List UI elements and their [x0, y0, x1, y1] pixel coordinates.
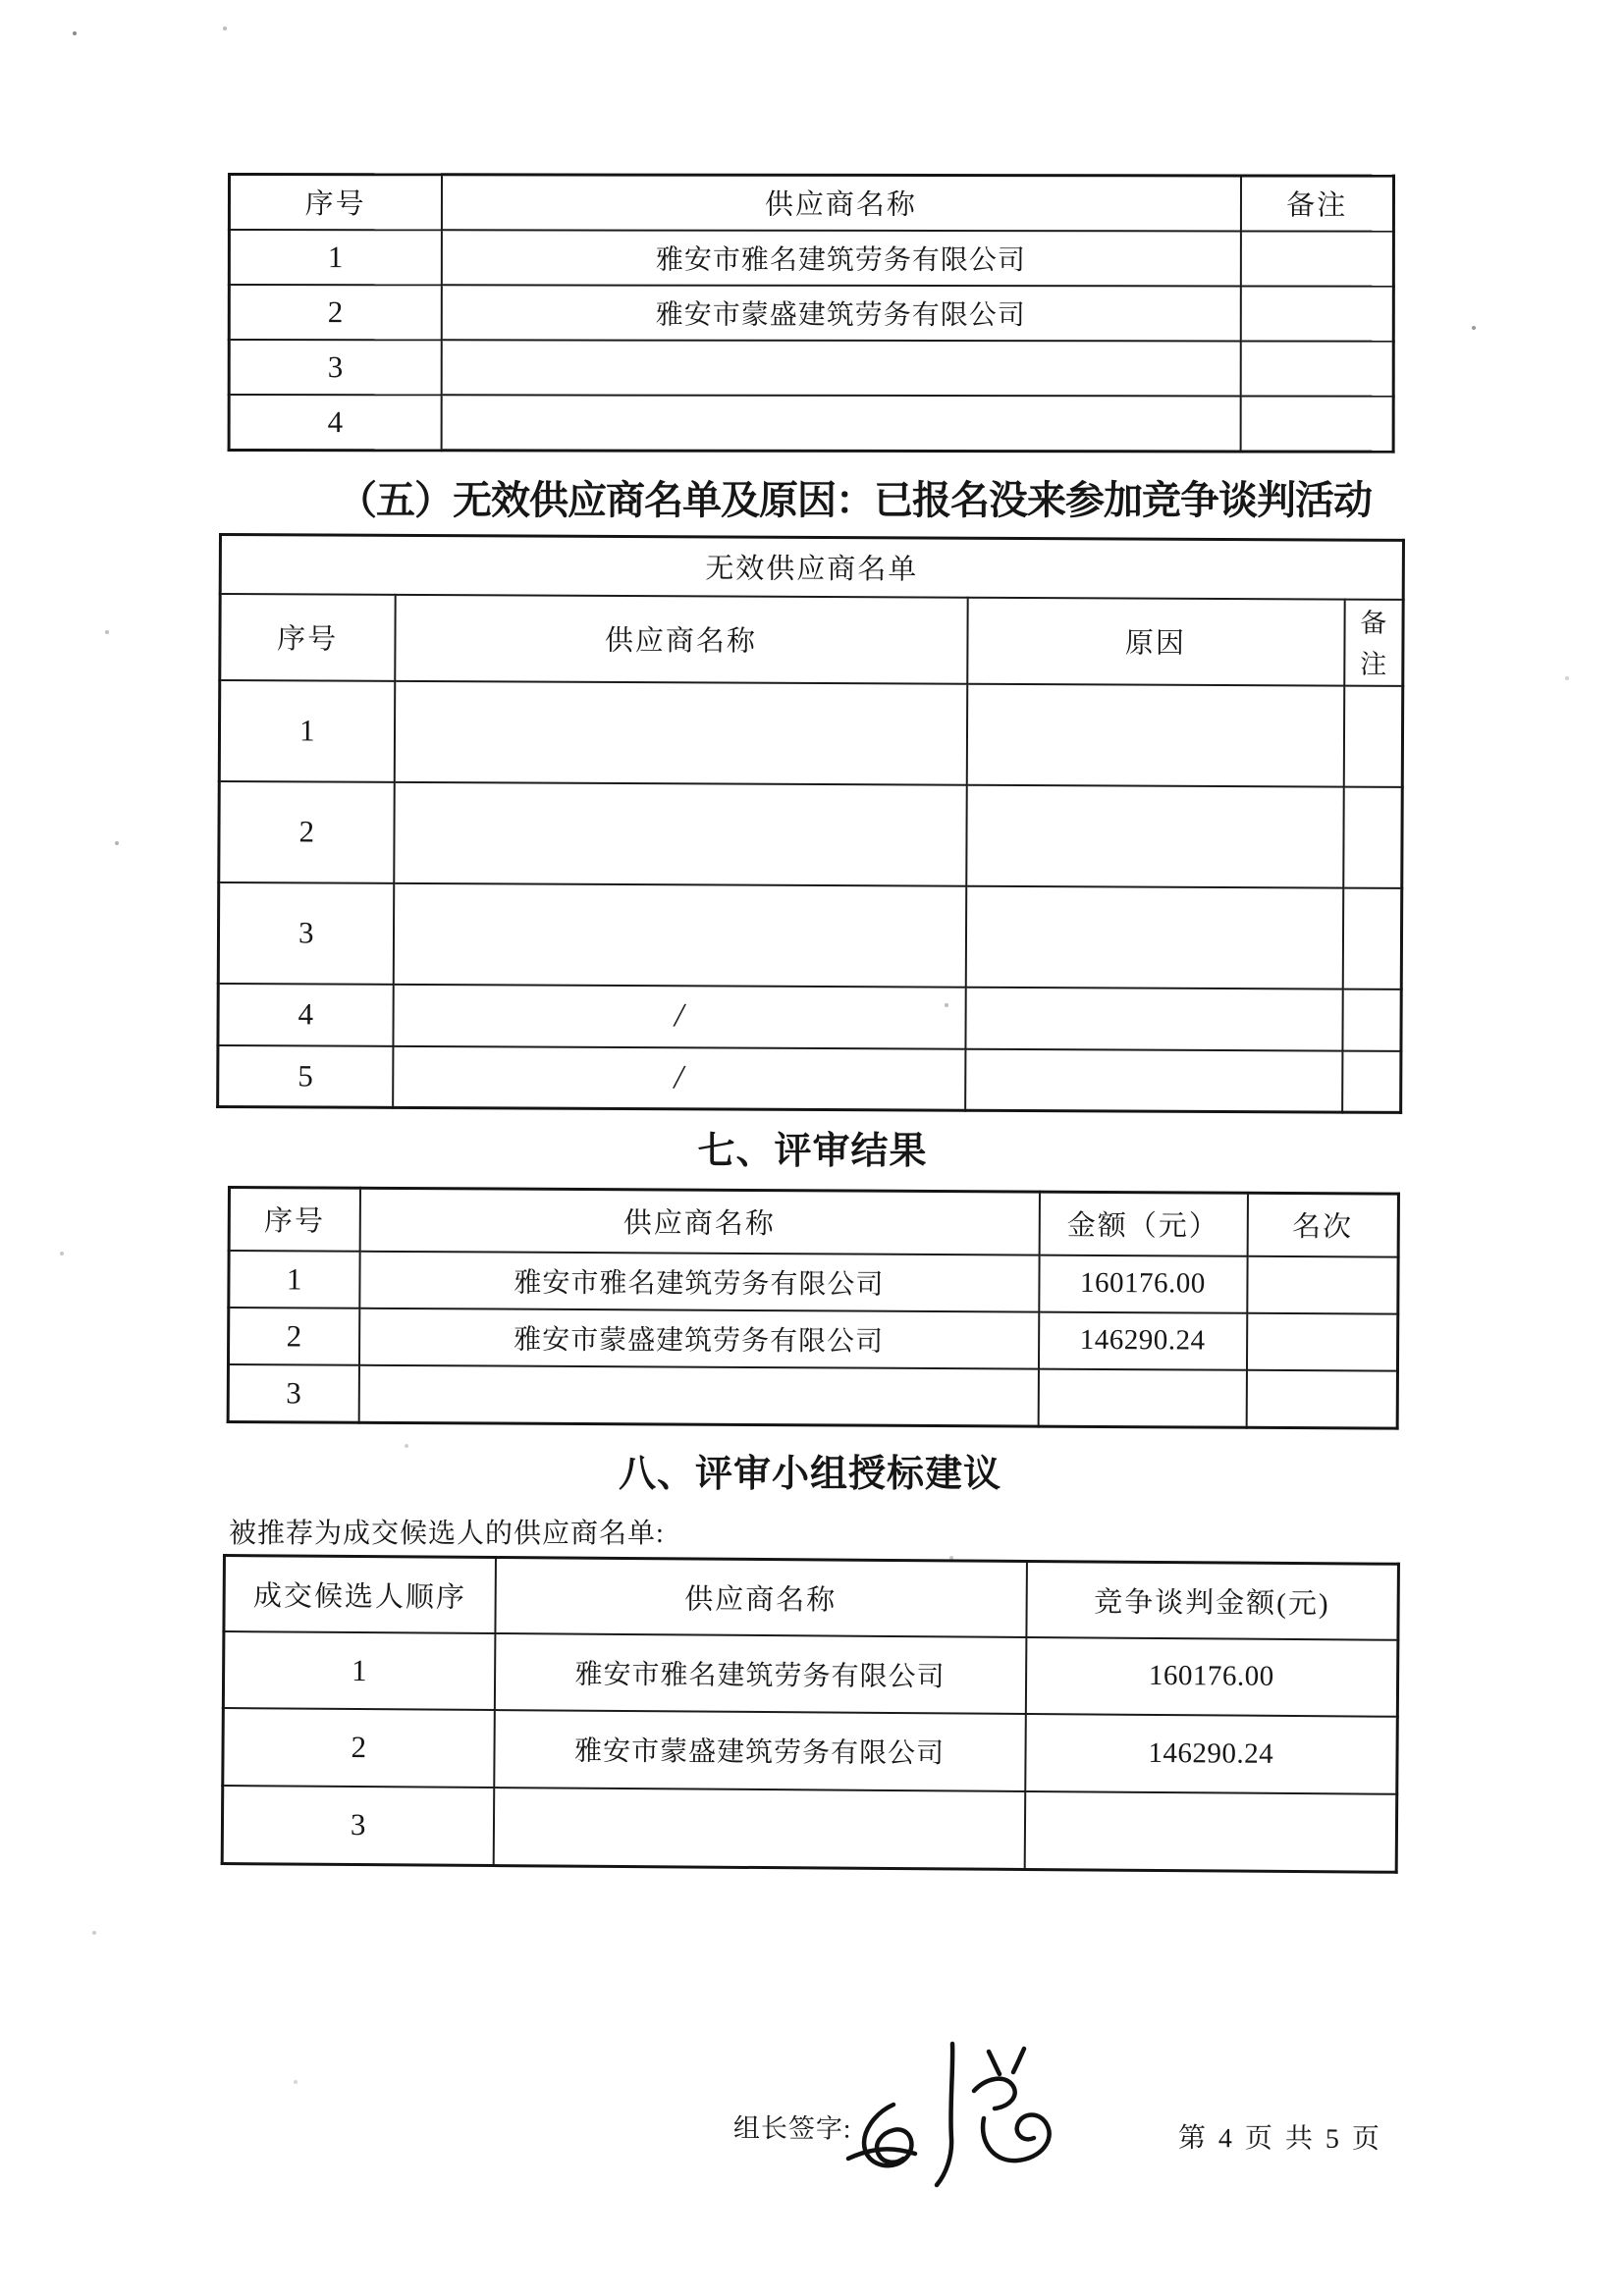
cell-supplier-name	[441, 340, 1240, 396]
cell-rank	[1246, 1369, 1397, 1428]
cell-supplier-name	[394, 781, 966, 885]
table-title-row	[220, 535, 1403, 600]
column-header-reason: 原因	[967, 597, 1344, 685]
cell-reason	[966, 784, 1343, 887]
column-header-negotiation-amount: 竞争谈判金额(元)	[1026, 1561, 1399, 1639]
table-row	[219, 680, 1403, 787]
cell-index: 2	[219, 781, 395, 883]
cell-remark	[1342, 1050, 1401, 1112]
cell-remark	[1343, 685, 1403, 786]
table-row	[223, 1708, 1398, 1794]
cell-supplier-name	[493, 1788, 1025, 1870]
column-header-candidate-order: 成交候选人顺序	[224, 1556, 496, 1633]
table-header-row	[220, 594, 1403, 686]
cell-reason	[965, 1048, 1342, 1112]
table-row	[219, 781, 1403, 888]
cell-supplier-name: /	[393, 984, 965, 1048]
leader-handwritten-signature	[837, 2040, 1082, 2192]
cell-remark	[1240, 341, 1393, 396]
table-row	[218, 984, 1401, 1051]
cell-reason	[966, 683, 1343, 786]
invalid-table-title: 无效供应商名单	[220, 535, 1403, 600]
column-header-index: 序号	[220, 594, 395, 681]
cell-supplier-name	[393, 882, 965, 987]
section7-heading: 七、评审结果	[697, 1131, 928, 1172]
cell-remark	[1240, 396, 1393, 452]
cell-supplier-name: 雅安市雅名建筑劳务有限公司	[441, 230, 1240, 286]
cell-reason	[965, 885, 1342, 988]
cell-index: 2	[229, 285, 441, 340]
table-header-row	[229, 175, 1393, 232]
cell-candidate-order: 2	[223, 1708, 495, 1788]
cell-supplier-name	[441, 395, 1240, 452]
cell-supplier-name	[358, 1364, 1038, 1426]
cell-index: 3	[228, 1364, 358, 1423]
table-header-row	[224, 1556, 1399, 1640]
cell-index: 3	[218, 882, 394, 985]
column-header-rank: 名次	[1247, 1193, 1398, 1256]
cell-supplier-name: /	[393, 1045, 965, 1110]
table-row	[229, 395, 1393, 453]
column-header-supplier-name: 供应商名称	[395, 594, 967, 683]
cell-supplier-name: 雅安市蒙盛建筑劳务有限公司	[494, 1710, 1026, 1791]
cell-index: 1	[229, 230, 441, 285]
cell-candidate-order: 3	[222, 1786, 494, 1866]
table-row	[218, 882, 1402, 989]
invalid-suppliers-table	[216, 533, 1405, 1114]
cell-remark	[1342, 887, 1402, 988]
column-header-amount: 金额（元）	[1039, 1192, 1247, 1255]
cell-supplier-name	[394, 680, 966, 784]
column-header-index: 序号	[229, 175, 441, 230]
column-header-supplier-name: 供应商名称	[441, 175, 1240, 231]
cell-rank	[1247, 1255, 1398, 1313]
cell-reason	[965, 987, 1342, 1050]
column-header-supplier-name: 供应商名称	[495, 1558, 1027, 1637]
cell-rank	[1246, 1312, 1397, 1370]
cell-remark	[1240, 286, 1393, 341]
cell-remark	[1343, 786, 1403, 887]
cell-amount	[1024, 1790, 1397, 1872]
column-header-remark	[1344, 599, 1403, 685]
registered-suppliers-table	[228, 173, 1395, 454]
page-number: 第 4 页 共 5 页	[1177, 2123, 1382, 2156]
column-header-supplier-name: 供应商名称	[359, 1188, 1039, 1255]
table-row	[218, 1045, 1401, 1113]
evaluation-results-table	[227, 1186, 1400, 1430]
cell-remark	[1240, 231, 1393, 286]
table-row	[223, 1631, 1398, 1717]
table-row	[229, 285, 1393, 342]
leader-signature-label: 组长签字:	[732, 2113, 852, 2144]
cell-supplier-name: 雅安市蒙盛建筑劳务有限公司	[441, 285, 1240, 341]
cell-index: 1	[219, 680, 395, 782]
recommended-candidates-intro: 被推荐为成交候选人的供应商名单:	[229, 1519, 665, 1549]
table-row	[228, 1364, 1397, 1429]
section8-heading: 八、评审小组授标建议	[618, 1454, 1001, 1495]
column-header-index: 序号	[229, 1188, 359, 1252]
cell-supplier-name: 雅安市雅名建筑劳务有限公司	[359, 1251, 1039, 1311]
cell-remark	[1342, 988, 1401, 1050]
cell-amount	[1038, 1368, 1246, 1427]
cell-supplier-name: 雅安市雅名建筑劳务有限公司	[494, 1633, 1026, 1714]
cell-index: 1	[229, 1251, 359, 1308]
cell-index: 2	[228, 1308, 358, 1365]
table-row	[229, 1251, 1398, 1314]
award-candidates-table	[221, 1554, 1400, 1874]
cell-index: 4	[218, 984, 393, 1046]
section5-heading: （五）无效供应商名单及原因：已报名没来参加竞争谈判活动	[338, 479, 1372, 522]
cell-candidate-order: 1	[223, 1631, 495, 1710]
table-row	[222, 1786, 1397, 1873]
table-row	[229, 230, 1393, 287]
remark-vertical-label: 备注	[1360, 608, 1387, 679]
table-row	[228, 1308, 1397, 1371]
table-header-row	[229, 1188, 1398, 1257]
cell-index: 3	[229, 340, 441, 395]
cell-amount: 160176.00	[1025, 1636, 1398, 1716]
scan-noise	[0, 0, 2, 2]
cell-index: 4	[229, 395, 441, 451]
cell-amount: 146290.24	[1025, 1713, 1398, 1793]
cell-amount: 146290.24	[1038, 1311, 1246, 1369]
cell-supplier-name: 雅安市蒙盛建筑劳务有限公司	[358, 1308, 1038, 1368]
table-row	[229, 340, 1393, 397]
column-header-remark: 备注	[1240, 176, 1393, 231]
cell-index: 5	[218, 1045, 393, 1108]
cell-amount: 160176.00	[1039, 1255, 1247, 1312]
